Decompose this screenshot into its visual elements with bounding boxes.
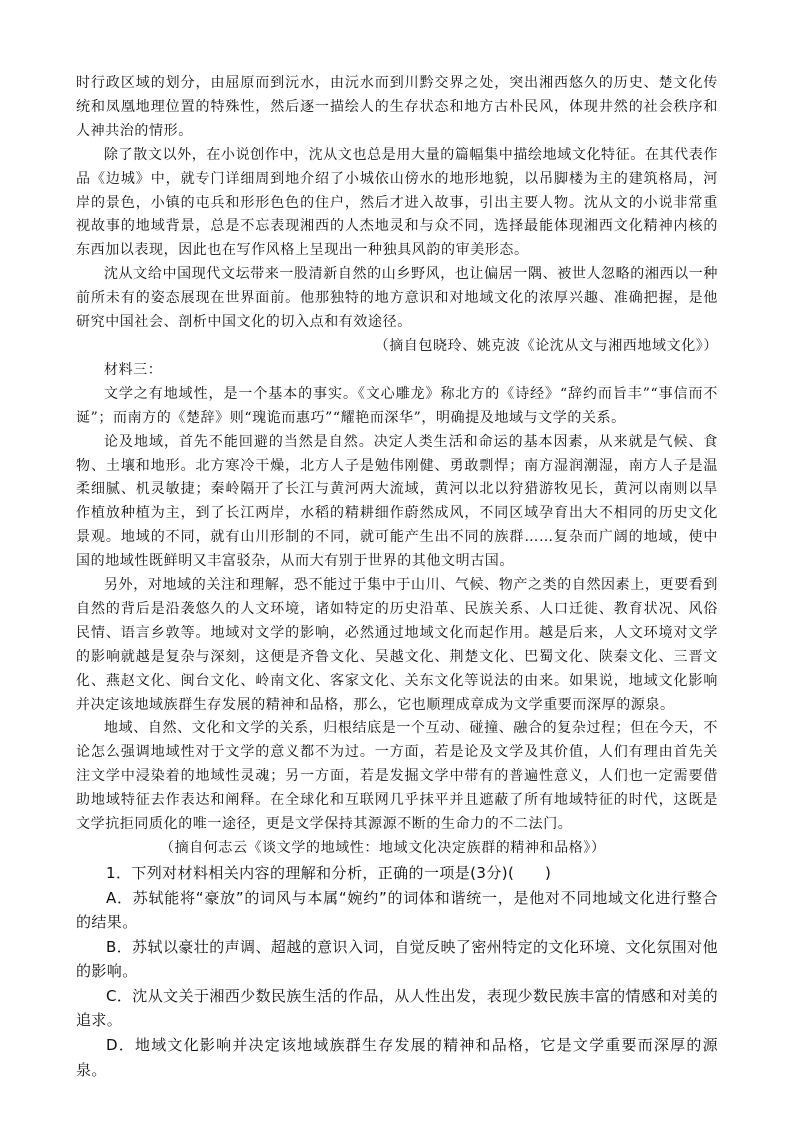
material-three-heading: 材料三： (104, 361, 163, 378)
citation-material-three: （摘自何志云《谈文学的地域性：地域文化决定族群的精神和品格》） (160, 840, 606, 856)
option-c: C．沈从文关于湘西少数民族生活的作品，从人性出发，表现少数民族丰富的情感和对美的追求。 (76, 986, 718, 1030)
citation-material-two: （摘自包晓玲、姚克波《论沈从文与湘西地域文化》） (374, 337, 718, 354)
paragraph-shen-contribution: 沈从文给中国现代文坛带来一股清新自然的山乡野风，也让偏居一隅、被世人忽略的湘西以一种前所未有的姿态展现在世界面前。他那独特的地方意识和对地域文化的浓厚兴趣、准确把握，是他研究中国社会、剖析中国文化的切入点和有效途径。 (76, 266, 718, 331)
paragraph-shen-fiction: 除了散文以外，在小说创作中，沈从文也总是用大量的篇幅集中描绘地域文化特征。在其代表作品《边城》中，就专门详细周到地介绍了小城依山傍水的地形地貌，以吊脚楼为主的建筑格局，河岸的景色，小镇的屯兵和形形色色的住户，然后才进入故事，引出主要人物。沈从文的小说非常重视故事的地域背景，总是不忘表现湘西的人杰地灵和与众不同，选择最能体现湘西文化精神内核的东西加以表现，因此也在写作风格上呈现出一种独具风韵的审美形态。 (76, 146, 718, 259)
paragraph-relationship: 地域、自然、文化和文学的关系，归根结底是一个互动、碰撞、融合的复杂过程；但在今天，不论怎么强调地域性对于文学的意义都不为过。一方面，若是论及文学及其价值，人们有理由首先关注文学中浸染着的地域性灵魂；另一方面，若是发掘文学中带有的普遍性意义，人们也一定需要借助地域特征去作表达和阐释。在全球化和互联网几乎抹平并且遮蔽了所有地域特征的时代，这既是文学抗拒同质化的唯一途径，更是文学保持其源源不断的生命力的不二法门。 (76, 720, 718, 833)
paragraph-nature: 论及地域，首先不能回避的当然是自然。决定人类生活和命运的基本因素，从来就是气候、食物、土壤和地形。北方寒冷干燥，北方人子是勉伟刚健、勇敢剽悍；南方湿润潮湿，南方人子是温柔细腻、机灵敏捷；秦岭隔开了长江与黄河两大流域，黄河以北以狩猎游牧见长，黄河以南则以旱作植放种植为主，到了长江两岸，水稻的精耕细作蔚然成风，不同区域孕育出大不相同的历史文化景观。地域的不同，就有山川形制的不同，就可能产生出不同的族群……复杂而广阔的地域，使中国的地域性既鲜明又丰富驳杂，从而大有别于世界的其他文明古国。 (76, 433, 718, 570)
question-one-stem: 1．下列对材料相关内容的理解和分析，正确的一项是(3分)( ) (106, 863, 552, 882)
paragraph-humanities: 另外，对地域的关注和理解，恐不能过于集中于山川、气候、物产之类的自然因素上，更要看到自然的背后是沿袭悠久的人文环境，诸如特定的历史沿革、民族关系、人口迁徙、教育状况、风俗民情、语言乡敦等。地域对文学的影响，必然通过地域文化而起作用。越是后来，人文环境对文学的影响就越是复杂与深刻，这便是齐鲁文化、吴越文化、荆楚文化、巴蜀文化、陕秦文化、三晋文化、燕赵文化、闽台文化、岭南文化、客家文化、关东文化等说法的由来。如果说，地域文化影响并决定该地域族群生存发展的精神和品格，那么，它也顺理成章成为文学重要而深厚的源泉。 (76, 577, 718, 713)
paragraph-literature-region: 文学之有地域性，是一个基本的事实。《文心雕龙》称北方的《诗经》“辞约而旨丰”“事信而不诞”；而南方的《楚辞》则“瑰诡而惠巧”“耀艳而深华”，明确提及地域与文学的关系。 (76, 385, 718, 426)
option-d: D．地域文化影响并决定该地域族群生存发展的精神和品格，它是文学重要而深厚的源泉。 (76, 1036, 718, 1079)
option-b: B．苏轼以豪壮的声调、超越的意识入词，自觉反映了密州特定的文化环境、文化氛围对他的影响。 (76, 937, 718, 981)
option-a: A．苏轼能将“豪放”的词风与本属“婉约”的词体和谐统一，是他对不同地域文化进行整合的结果。 (76, 888, 718, 932)
paragraph-continuation: 时行政区域的划分，由屈原而到沅水，由沅水而到川黔交界之处，突出湘西悠久的历史、楚文化传统和凤凰地理位置的特殊性，然后逐一描绘人的生存状态和地方古朴民风，体现井然的社会秩序和人神共治的情形。 (76, 75, 718, 139)
